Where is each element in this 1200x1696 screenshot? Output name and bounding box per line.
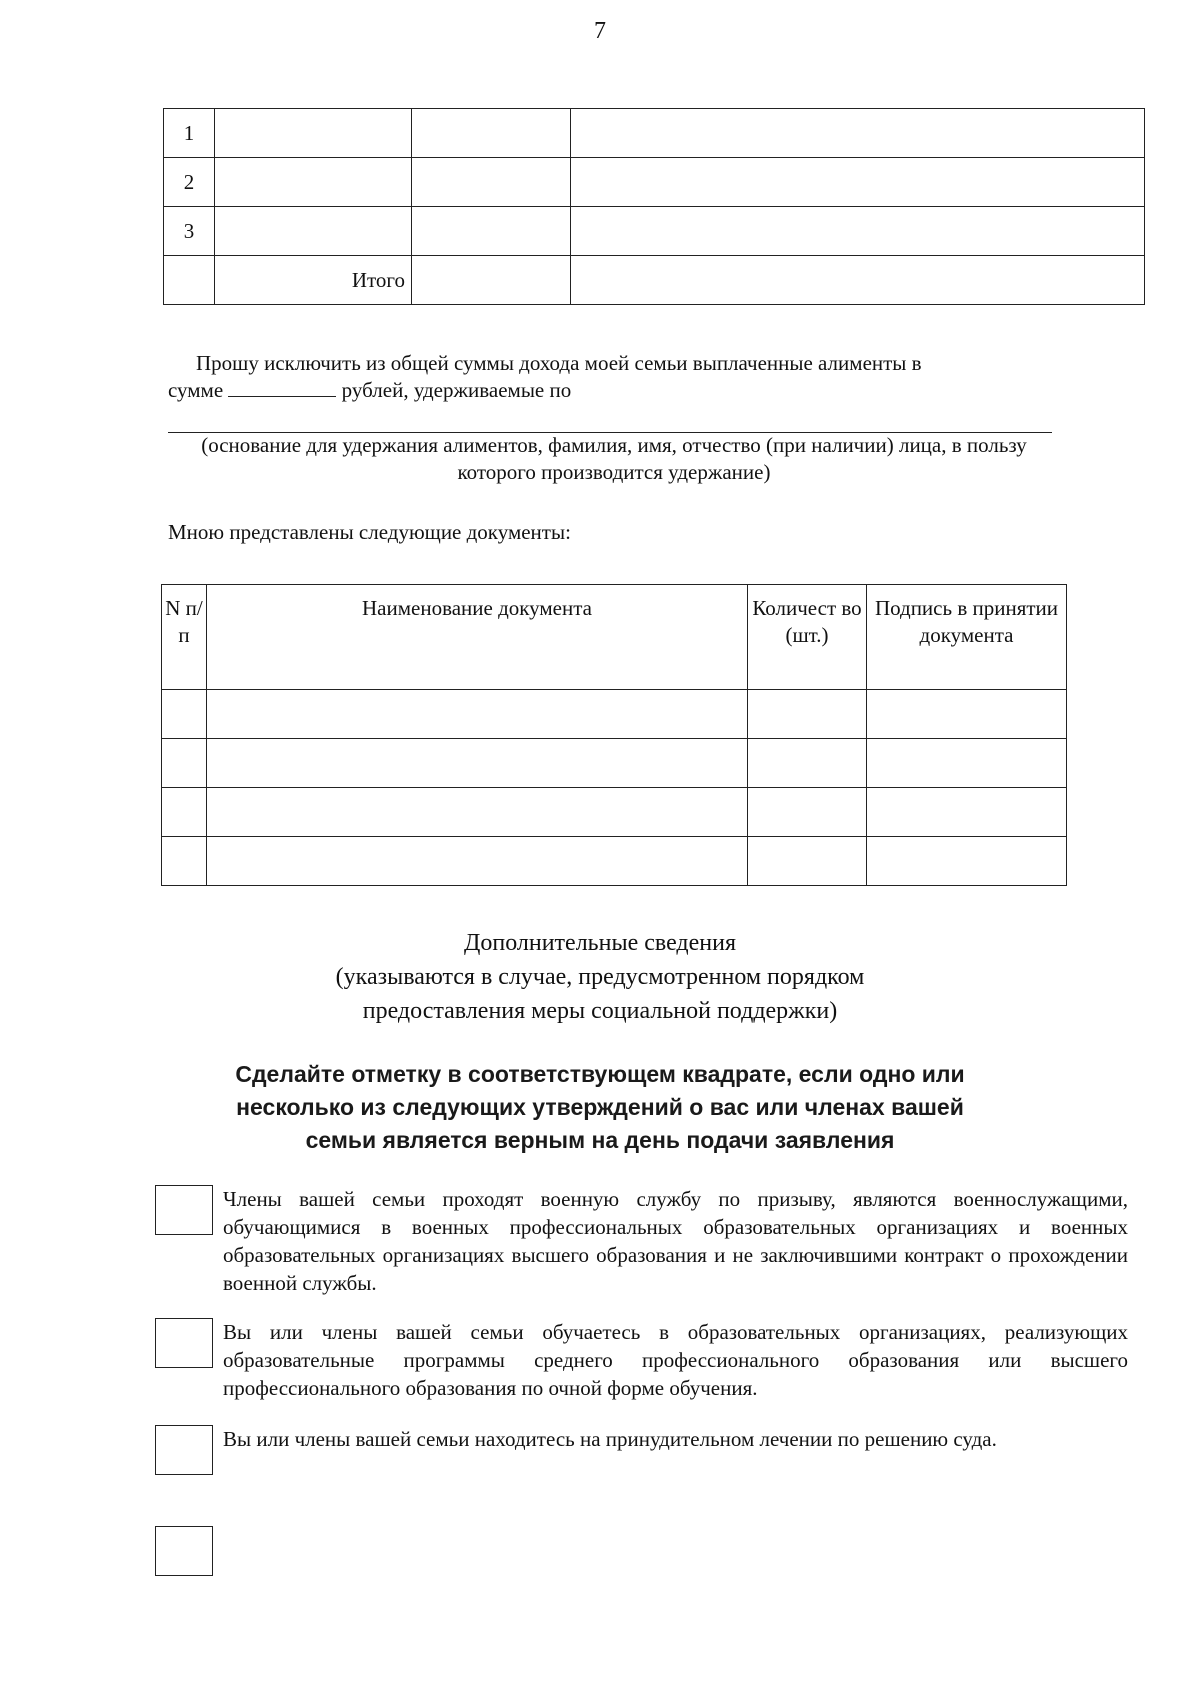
header-document-name: Наименование документа bbox=[207, 585, 748, 690]
section-title: Дополнительные сведения bbox=[463, 930, 736, 956]
alimony-request bbox=[168, 350, 1068, 404]
table-cell bbox=[164, 256, 215, 305]
table-cell[interactable] bbox=[207, 739, 748, 788]
alimony-text-line: Прошу исключить из общей суммы дохода моей семьи выплаченные алименты в bbox=[196, 351, 922, 375]
table-row bbox=[164, 158, 1145, 207]
income-table bbox=[163, 108, 1145, 305]
checkbox[interactable] bbox=[155, 1318, 213, 1368]
table-row bbox=[164, 109, 1145, 158]
table-cell[interactable] bbox=[867, 690, 1067, 739]
section-subtitle: (указываются в случае, предусмотренном порядком bbox=[335, 964, 865, 990]
sum-prefix: сумме bbox=[168, 378, 224, 402]
documents-intro: Мною представлены следующие документы: bbox=[168, 520, 571, 544]
table-cell[interactable] bbox=[207, 690, 748, 739]
instruction-line: несколько из следующих утверждений о вас или членах вашей bbox=[236, 1094, 964, 1120]
total-row bbox=[164, 256, 1145, 305]
checkbox[interactable] bbox=[155, 1185, 213, 1235]
table-cell[interactable] bbox=[215, 158, 412, 207]
table-cell[interactable] bbox=[867, 837, 1067, 886]
section-subtitle: предоставления меры социальной поддержки) bbox=[362, 998, 838, 1024]
table-row bbox=[164, 207, 1145, 256]
table-cell[interactable] bbox=[412, 158, 571, 207]
table-cell[interactable] bbox=[748, 837, 867, 886]
table-cell[interactable] bbox=[571, 109, 1145, 158]
table-cell[interactable] bbox=[162, 837, 207, 886]
additional-info-heading bbox=[0, 926, 1200, 1028]
row-number: 1 bbox=[164, 109, 215, 158]
alimony-amount-field[interactable] bbox=[228, 378, 336, 397]
header-num: N п/п bbox=[162, 585, 207, 690]
header-quantity: Количест во (шт.) bbox=[748, 585, 867, 690]
table-cell[interactable] bbox=[207, 788, 748, 837]
documents-table bbox=[161, 584, 1067, 886]
row-number: 2 bbox=[164, 158, 215, 207]
table-cell[interactable] bbox=[748, 690, 867, 739]
page-number: 7 bbox=[594, 18, 606, 44]
statement-empty bbox=[155, 1526, 1130, 1580]
table-cell[interactable] bbox=[215, 207, 412, 256]
checkbox-instructions bbox=[0, 1058, 1200, 1157]
statement-military bbox=[155, 1185, 1130, 1305]
table-row bbox=[162, 739, 1067, 788]
row-number: 3 bbox=[164, 207, 215, 256]
table-cell[interactable] bbox=[412, 207, 571, 256]
table-cell[interactable] bbox=[748, 788, 867, 837]
table-row bbox=[162, 837, 1067, 886]
table-cell[interactable] bbox=[162, 690, 207, 739]
instruction-line: семьи является верным на день подачи заявления bbox=[305, 1127, 895, 1153]
total-note[interactable] bbox=[571, 256, 1145, 305]
table-cell[interactable] bbox=[867, 739, 1067, 788]
table-header-row bbox=[162, 585, 1067, 690]
statement-text: Члены вашей семьи проходят военную службу по призыву, являются военнослужащими, обучающимися в военных профессиональных образовательных организациях и военных образовательных организациях высшего образования и не заключившими контракт о прохождении военной службы. bbox=[223, 1187, 1128, 1295]
alimony-basis-caption: (основание для удержания алиментов, фамилия, имя, отчество (при наличии) лица, в пользу которого производится удержание) bbox=[201, 433, 1027, 484]
header-signature: Подпись в принятии документа bbox=[867, 585, 1067, 690]
statement-court-treatment bbox=[155, 1425, 1130, 1479]
table-cell[interactable] bbox=[162, 739, 207, 788]
total-label: Итого bbox=[215, 256, 412, 305]
statement-education bbox=[155, 1318, 1130, 1418]
checkbox[interactable] bbox=[155, 1425, 213, 1475]
table-cell[interactable] bbox=[215, 109, 412, 158]
table-cell[interactable] bbox=[748, 739, 867, 788]
statement-text: Вы или члены вашей семьи находитесь на принудительном лечении по решению суда. bbox=[223, 1427, 997, 1451]
table-cell[interactable] bbox=[412, 109, 571, 158]
table-cell[interactable] bbox=[571, 158, 1145, 207]
sum-suffix: рублей, удерживаемые по bbox=[341, 378, 572, 402]
table-row bbox=[162, 690, 1067, 739]
statement-text: Вы или члены вашей семьи обучаетесь в образовательных организациях, реализующих образовательные программы среднего профессионального образования или высшего профессионального образования по очной форме обучения. bbox=[223, 1320, 1128, 1400]
table-row bbox=[162, 788, 1067, 837]
alimony-sum-line bbox=[168, 377, 1068, 404]
instruction-line: Сделайте отметку в соответствующем квадрате, если одно или bbox=[235, 1061, 965, 1087]
table-cell[interactable] bbox=[207, 837, 748, 886]
checkbox[interactable] bbox=[155, 1526, 213, 1576]
table-cell[interactable] bbox=[571, 207, 1145, 256]
table-cell[interactable] bbox=[162, 788, 207, 837]
table-cell[interactable] bbox=[867, 788, 1067, 837]
total-value[interactable] bbox=[412, 256, 571, 305]
